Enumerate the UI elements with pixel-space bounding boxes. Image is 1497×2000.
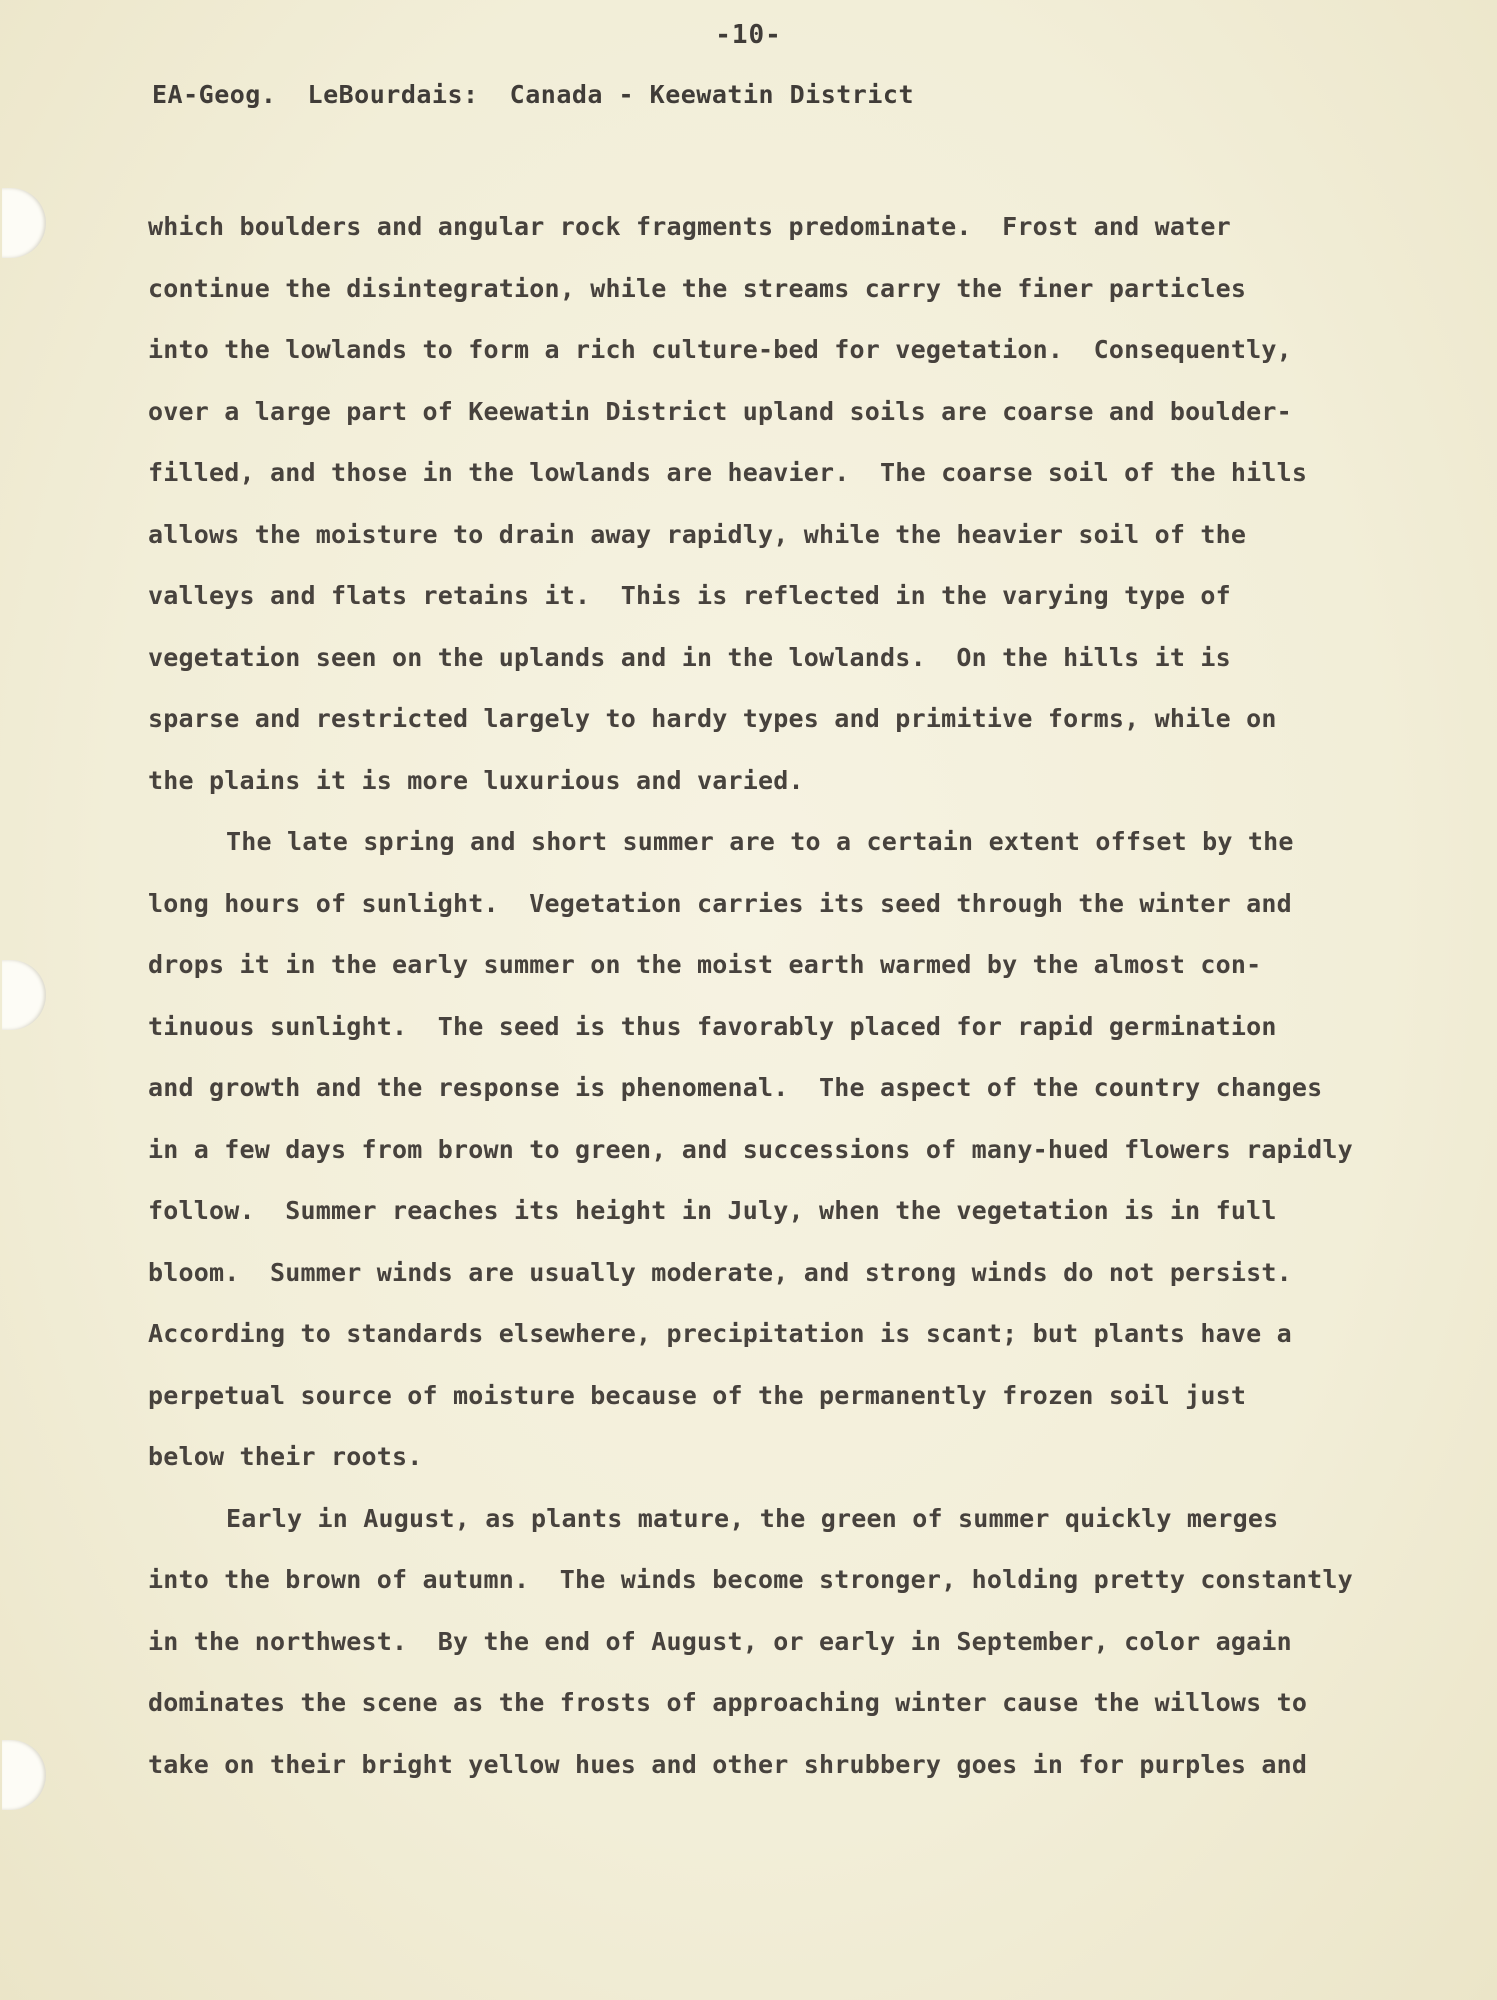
body-text bbox=[148, 196, 1388, 1795]
text-line: Early in August, as plants mature, the green of summer quickly merges bbox=[226, 1503, 1279, 1533]
page-number: -10- bbox=[715, 20, 782, 50]
text-line: take on their bright yellow hues and other shrubbery goes in for purples and bbox=[148, 1749, 1308, 1779]
text-line: continue the disintegration, while the streams carry the finer particles bbox=[148, 273, 1247, 303]
text-line: into the brown of autumn. The winds become stronger, holding pretty constantly bbox=[148, 1565, 1353, 1594]
page-header: EA-Geog. LeBourdais: Canada - Keewatin District bbox=[152, 80, 915, 109]
text-line: According to standards elsewhere, precipitation is scant; but plants have a bbox=[148, 1319, 1292, 1348]
punch-hole bbox=[2, 960, 46, 1030]
text-line: sparse and restricted largely to hardy types and primitive forms, while on bbox=[148, 704, 1277, 733]
text-line: allows the moisture to drain away rapidly, while the heavier soil of the bbox=[148, 519, 1247, 549]
punch-hole bbox=[2, 188, 46, 258]
text-line: in a few days from brown to green, and successions of many-hued flowers rapidly bbox=[148, 1134, 1353, 1164]
text-line: below their roots. bbox=[148, 1442, 423, 1471]
punch-hole bbox=[2, 1740, 46, 1810]
text-line: dominates the scene as the frosts of approaching winter cause the willows to bbox=[148, 1688, 1308, 1717]
text-line: the plains it is more luxurious and varied. bbox=[148, 765, 804, 795]
text-line: vegetation seen on the uplands and in the lowlands. On the hills it is bbox=[148, 642, 1231, 672]
text-line: long hours of sunlight. Vegetation carries its seed through the winter and bbox=[148, 888, 1292, 918]
text-line: bloom. Summer winds are usually moderate, and strong winds do not persist. bbox=[148, 1257, 1292, 1287]
text-line: filled, and those in the lowlands are heavier. The coarse soil of the hills bbox=[148, 458, 1308, 487]
text-line: in the northwest. By the end of August, or early in September, color again bbox=[148, 1626, 1292, 1656]
text-line: The late spring and short summer are to a certain extent offset by the bbox=[226, 827, 1294, 856]
text-line: perpetual source of moisture because of the permanently frozen soil just bbox=[148, 1380, 1247, 1410]
text-line: valleys and flats retains it. This is reflected in the varying type of bbox=[148, 581, 1231, 610]
text-line: drops it in the early summer on the moist earth warmed by the almost con- bbox=[148, 950, 1262, 979]
text-line: into the lowlands to form a rich culture-bed for vegetation. Consequently, bbox=[148, 335, 1292, 364]
text-line: tinuous sunlight. The seed is thus favorably placed for rapid germination bbox=[148, 1011, 1277, 1041]
text-line: which boulders and angular rock fragments predominate. Frost and water bbox=[148, 212, 1231, 241]
text-line: follow. Summer reaches its height in July, when the vegetation is in full bbox=[148, 1196, 1277, 1225]
text-line: over a large part of Keewatin District upland soils are coarse and boulder- bbox=[148, 396, 1292, 426]
text-line: and growth and the response is phenomenal. The aspect of the country changes bbox=[148, 1073, 1323, 1102]
